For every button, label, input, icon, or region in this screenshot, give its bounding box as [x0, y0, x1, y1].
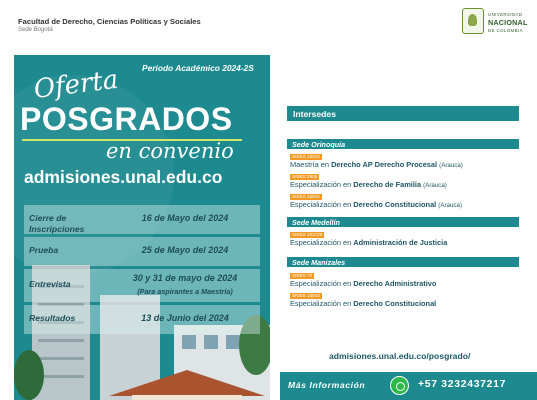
schedule-value: 25 de Mayo del 2024 — [141, 245, 229, 255]
schedule-label: Resultados — [29, 313, 76, 323]
snies-badge: SNIES 19910 — [292, 154, 320, 159]
logo-line-1: UNIVERSIDAD — [488, 12, 523, 17]
logo-line-3: DE COLOMBIA — [488, 28, 523, 33]
posgrado-url-link[interactable]: admisiones.unal.edu.co/posgrado/ — [329, 351, 471, 361]
snies-badge: SNIES 16843 — [292, 293, 320, 298]
sede-header — [287, 257, 519, 267]
oferta-heading: Oferta — [32, 64, 120, 105]
posgrados-heading: POSGRADOS — [20, 101, 233, 137]
program-item: Maestría en Derecho AP Derecho Procesal (Arauca) — [290, 160, 463, 169]
more-info-label: Más Información — [288, 380, 366, 390]
contact-footer — [280, 372, 537, 400]
schedule-label: Cierre de Inscripciones — [29, 213, 85, 234]
logo-line-2: NACIONAL — [488, 18, 528, 27]
schedule-value: 16 de Mayo del 2024 — [141, 213, 229, 223]
intersedes-header — [287, 106, 519, 121]
whatsapp-icon[interactable] — [390, 376, 409, 395]
program-item: Especialización en Administración de Justicia — [290, 238, 448, 247]
schedule-value: 13 de Junio del 2024 — [141, 313, 229, 323]
sede-name: Sede Orinoquía — [292, 140, 346, 149]
program-item: Especialización en Derecho Administrativo — [290, 279, 437, 288]
sede-name: Sede Manizales — [292, 258, 346, 267]
intersedes-title: Intersedes — [293, 109, 336, 119]
schedule-value: 30 y 31 de mayo de 2024 — [132, 273, 238, 283]
program-item: Especialización en Derecho de Familia (Arauca) — [290, 180, 447, 189]
snies-badge: SNIES 16842 — [292, 194, 320, 199]
schedule-row — [24, 205, 260, 234]
schedule-row — [24, 305, 260, 334]
university-logo — [462, 8, 532, 38]
snies-badge: SNIES 70 — [292, 273, 313, 278]
snies-badge: SNIES 103725 — [292, 232, 323, 237]
schedule-row — [24, 269, 260, 302]
program-item: Especialización en Derecho Constitucional — [290, 299, 437, 308]
poster-panel — [14, 55, 270, 400]
sede-name: Sede Medellín — [292, 218, 340, 227]
program-item: Especialización en Derecho Constitucional (Arauca) — [290, 200, 463, 209]
schedule-row — [24, 237, 260, 266]
academic-period: Periodo Académico 2024-2S — [142, 63, 254, 73]
phone-number[interactable]: +57 3232437217 — [418, 379, 507, 390]
university-seal-icon — [462, 8, 484, 34]
schedule-label: Entrevista — [29, 279, 71, 289]
campus-subtitle: Sede Bogotá — [18, 27, 53, 33]
admissions-url[interactable]: admisiones.unal.edu.co — [24, 167, 223, 187]
sede-header — [287, 217, 519, 227]
schedule-table — [24, 205, 260, 337]
convenio-heading: en convenio — [106, 139, 234, 163]
snies-badge: SNIES 2605 — [292, 174, 318, 179]
schedule-note: (Para aspirantes a Maestría) — [137, 287, 233, 296]
faculty-title: Facultad de Derecho, Ciencias Políticas y Sociales — [18, 17, 201, 26]
sede-header — [287, 139, 519, 149]
schedule-label: Prueba — [29, 245, 59, 255]
